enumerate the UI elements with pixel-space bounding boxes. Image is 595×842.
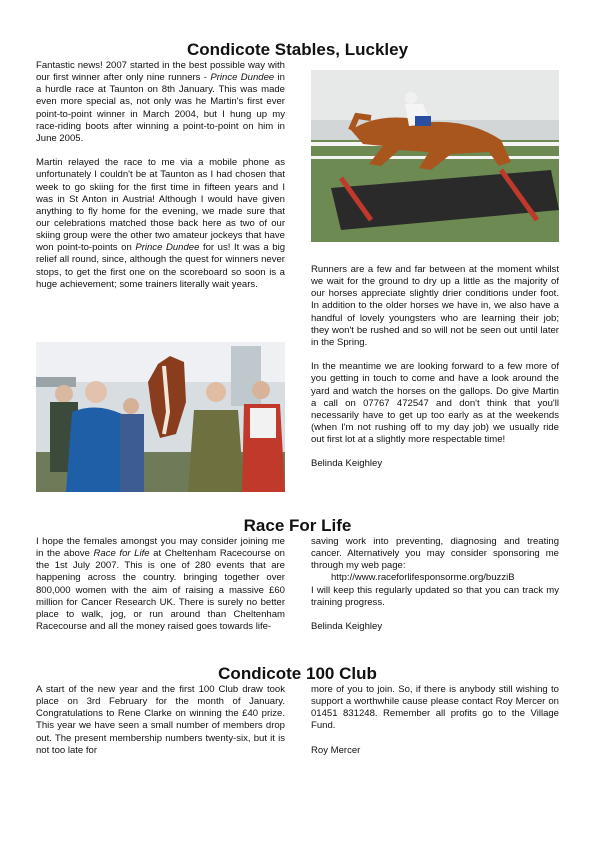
- stables-heading: Condicote Stables, Luckley: [186, 40, 409, 59]
- stables-paragraph-3: Runners are a few and far between at the moment whilst we wait for the ground to dry up a little as the majority of our horses appreciate slightly drier conditions under foot. In addition to the older horses we have in, we also have a handful of lovely youngsters who are learning their job; they won't be rushed and so will not be seen out until later in the Spring.: [311, 264, 559, 348]
- club-right-column: [311, 684, 559, 757]
- race-paragraph-3: I will keep this regularly updated so that you can track my training progress.: [311, 584, 559, 608]
- race-left-column: [36, 536, 285, 633]
- race-paragraph-2: saving work into preventing, diagnosing and treating cancer. Alternatively you may consider sponsoring me through my web page:: [311, 536, 559, 572]
- stables-signature: Belinda Keighley: [311, 458, 383, 470]
- stables-right-column: [311, 264, 559, 471]
- winner-group-photo: [36, 342, 285, 492]
- club-heading: Condicote 100 Club: [218, 664, 377, 683]
- race-for-life-heading: Race For Life: [243, 516, 352, 535]
- race-paragraph-1: I hope the females amongst you may consider joining me in the above Race for Life at Cheltenham Racecourse on the 1st July 2007. This is one of 280 events that are happening across the country. bringing together over 800,000 women with the aim of raising a massive £60 million for Cancer Research UK. There is surely no better place to walk, jog, or run around than Cheltenham Racecourse and all the money raised goes towards life-: [36, 536, 285, 633]
- hurdle-race-photo: [311, 70, 559, 242]
- sponsor-link[interactable]: http://www.raceforlifesponsorme.org/buzziB: [331, 572, 515, 584]
- race-signature: Belinda Keighley: [311, 621, 383, 633]
- stables-left-column: [36, 60, 285, 291]
- club-paragraph-1: A start of the new year and the first 100 Club draw took place on 3rd February for the month of January. Congratulations to Rene Clarke on winning the £40 prize. This year we have seen a small number of members drop out. The present membership numbers twenty-six, but it is not too late for: [36, 684, 285, 756]
- stables-paragraph-2: Martin relayed the race to me via a mobile phone as unfortunately I couldn't be at Taunton as I had chosen that week to go skiing for the first time in fifteen years and I was in St Anton in Austria! Although I would have given anything to fly home for the evening, we made sure that our celebrations matched those back here as two of our skiing group were the other two amateur jockeys that have won point-to-points on Prince Dundee for us! It was a big relief all round, since, although the quest for winners never stops, to get the first one on the scoreboard so soon is a huge achievement; some trainers literally wait years.: [36, 157, 286, 290]
- stables-paragraph-4: In the meantime we are looking forward to a few more of you getting in touch to come and have a look around the yard and watch the horses on the gallops. Do give Martin a call on 07767 472547 and don't think that you'll necessarily have to get up too early as at the weekends (when I'm not rushing off to my day job) we usually ride out first lot at a slightly more respectable time!: [311, 361, 559, 446]
- club-signature: Roy Mercer: [311, 744, 361, 756]
- club-paragraph-2: more of you to join. So, if there is anybody still wishing to support a worthwhile cause please contact Roy Mercer on 01451 831248. Remember all profits go to the Village Fund.: [311, 684, 559, 732]
- race-right-column: [311, 536, 559, 633]
- club-left-column: [36, 684, 285, 757]
- stables-paragraph-1: Fantastic news! 2007 started in the best possible way with our first winner after only nine runners - Prince Dundee in a hurdle race at Taunton on 8th January. This was made even more special as, not only was he Martin's first ever point-to-point winner in March 2004, but I hung up my race-riding boots after winning a point-to-point on him in June 2005.: [36, 60, 285, 144]
